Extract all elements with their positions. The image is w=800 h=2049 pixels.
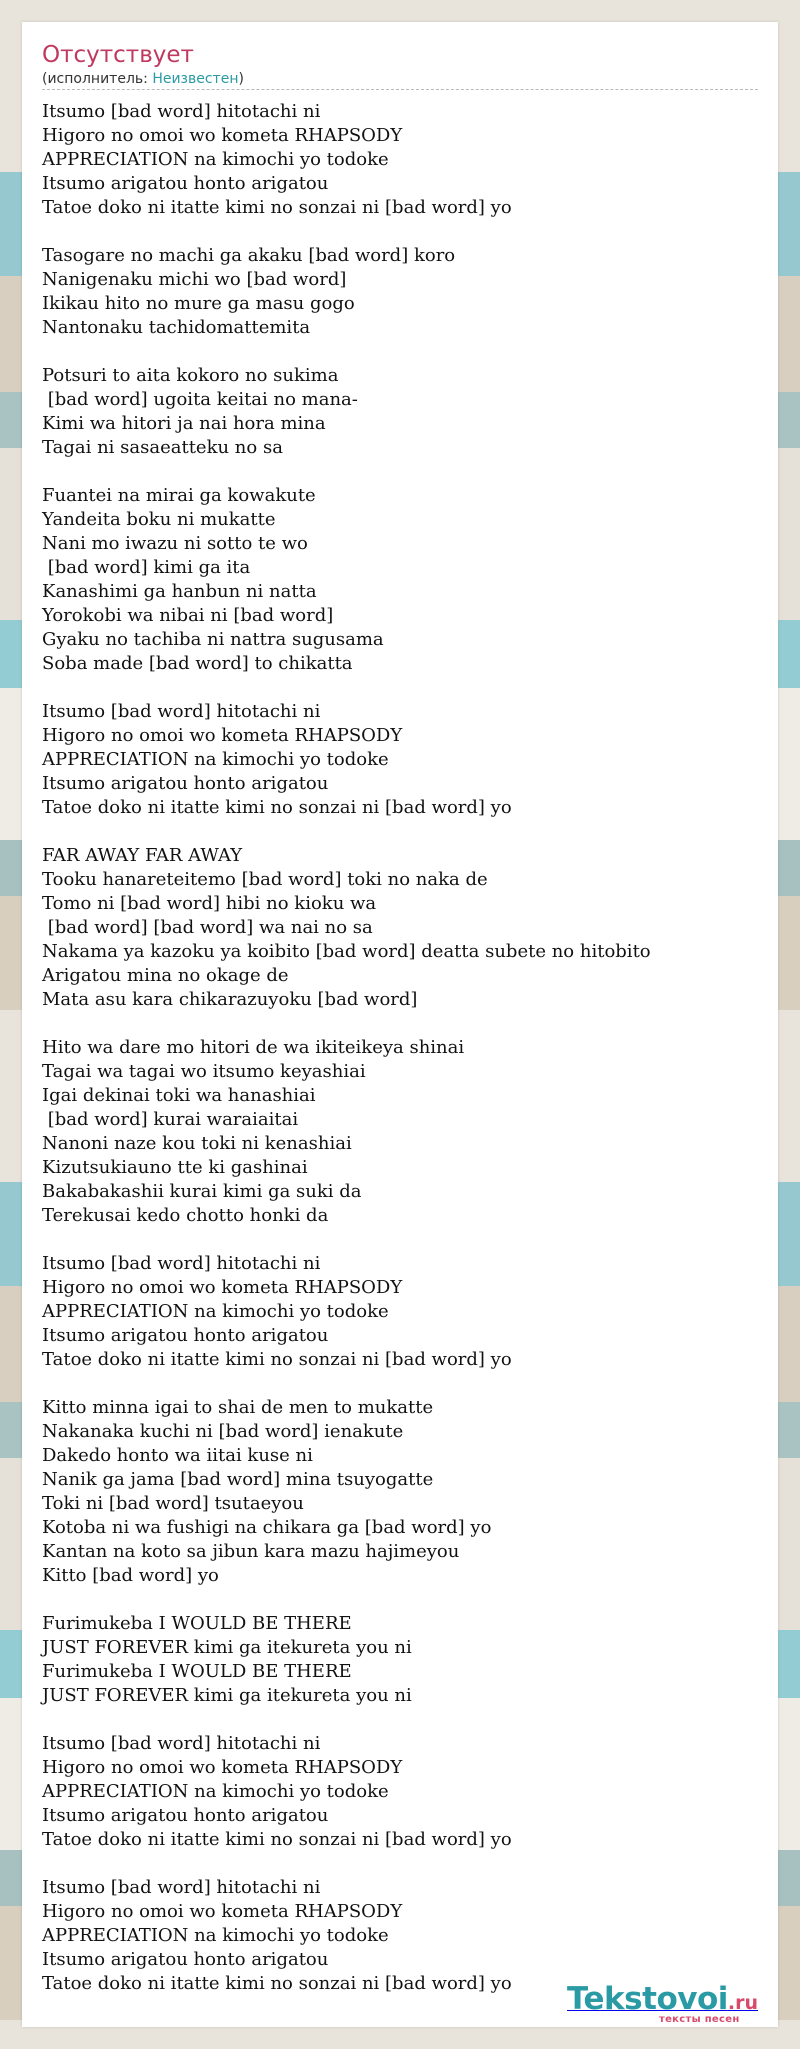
lyrics-line: Tatoe doko ni itatte kimi no sonzai ni [bad word] yo [42,1829,512,1850]
lyrics-stanza [42,1876,651,1996]
lyrics-line: Nanik ga jama [bad word] mina tsuyogatte [42,1469,434,1490]
lyrics-line: Higoro no omoi wo kometa RHAPSODY [42,125,403,146]
logo-tagline: тексты песен [659,2014,740,2025]
lyrics-line: APPRECIATION na kimochi yo todoke [42,1781,389,1802]
lyrics-line: Soba made [bad word] to chikatta [42,653,353,674]
lyrics-stanza [42,484,651,676]
lyrics-line: Tatoe doko ni itatte kimi no sonzai ni [bad word] yo [42,797,512,818]
logo-tld: .ru [727,1992,758,2014]
lyrics-line: Arigatou mina no okage de [42,965,289,986]
lyrics-line: [bad word] kimi ga ita [42,557,251,578]
lyrics-line: Kotoba ni wa fushigi na chikara ga [bad word] yo [42,1517,492,1538]
lyrics-line: JUST FOREVER kimi ga itekureta you ni [42,1637,412,1658]
lyrics-line: APPRECIATION na kimochi yo todoke [42,1301,389,1322]
lyrics-line: Furimukeba I WOULD BE THERE [42,1613,352,1634]
artist-suffix: ) [238,71,244,87]
lyrics-line: Itsumo [bad word] hitotachi ni [42,701,321,722]
lyrics-stanza [42,1252,651,1372]
lyrics-line: Kanashimi ga hanbun ni natta [42,581,317,602]
artist-line [42,70,758,90]
logo-wordmark: Tekstovoi [567,1981,728,2017]
lyrics-line: Yandeita boku ni mukatte [42,509,276,530]
lyrics-line: Itsumo [bad word] hitotachi ni [42,1877,321,1898]
lyrics-line: Nantonaku tachidomattemita [42,317,311,338]
lyrics-line: Kitto minna igai to shai de men to mukatte [42,1397,434,1418]
lyrics-stanza [42,700,651,820]
lyrics-stanza [42,1612,651,1708]
lyrics-stanza [42,100,651,220]
lyrics-line: Toki ni [bad word] tsutaeyou [42,1493,304,1514]
lyrics-line: Dakedo honto wa iitai kuse ni [42,1445,313,1466]
lyrics-line: Nanigenaku michi wo [bad word] [42,269,347,290]
lyrics-line: Furimukeba I WOULD BE THERE [42,1661,352,1682]
lyrics-line: APPRECIATION na kimochi yo todoke [42,749,389,770]
lyrics-line: Tasogare no machi ga akaku [bad word] koro [42,245,456,266]
lyrics-line: Kantan na koto sa jibun kara mazu hajimeyou [42,1541,460,1562]
lyrics-line: Nani mo iwazu ni sotto te wo [42,533,308,554]
lyrics-line: Ikikau hito no mure ga masu gogo [42,293,355,314]
lyrics-line: Itsumo arigatou honto arigatou [42,1325,329,1346]
lyrics-line: Higoro no omoi wo kometa RHAPSODY [42,725,403,746]
artist-link[interactable]: Неизвестен [152,71,239,87]
lyrics-stanza [42,364,651,460]
lyrics-line: APPRECIATION na kimochi yo todoke [42,149,389,170]
lyrics-line: Itsumo arigatou honto arigatou [42,773,329,794]
lyrics-line: Tagai wa tagai wo itsumo keyashiai [42,1061,366,1082]
lyrics-line: Nakama ya kazoku ya koibito [bad word] deatta subete no hitobito [42,941,651,962]
lyrics-line: Higoro no omoi wo kometa RHAPSODY [42,1277,403,1298]
lyrics-line: APPRECIATION na kimochi yo todoke [42,1925,389,1946]
song-header [42,40,758,90]
lyrics-line: Terekusai kedo chotto honki da [42,1205,329,1226]
lyrics-line: Hito wa dare mo hitori de wa ikiteikeya shinai [42,1037,465,1058]
lyrics-line: Itsumo [bad word] hitotachi ni [42,1733,321,1754]
lyrics-line: Itsumo arigatou honto arigatou [42,1805,329,1826]
lyrics-stanza [42,1036,651,1228]
lyrics-line: Tatoe doko ni itatte kimi no sonzai ni [bad word] yo [42,197,512,218]
lyrics-line: Tatoe doko ni itatte kimi no sonzai ni [bad word] yo [42,1349,512,1370]
lyrics-line: Higoro no omoi wo kometa RHAPSODY [42,1901,403,1922]
lyrics-stanza [42,844,651,1012]
lyrics-line: Igai dekinai toki wa hanashiai [42,1085,316,1106]
lyrics-line: Itsumo arigatou honto arigatou [42,173,329,194]
lyrics-line: FAR AWAY FAR AWAY [42,845,243,866]
lyrics-stanza [42,1732,651,1852]
lyrics-line: Nakanaka kuchi ni [bad word] ienakute [42,1421,404,1442]
lyrics-line: [bad word] [bad word] wa nai no sa [42,917,373,938]
lyrics-line: Bakabakashii kurai kimi ga suki da [42,1181,362,1202]
lyrics-stanza [42,1396,651,1588]
lyrics-line: Nanoni naze kou toki ni kenashiai [42,1133,352,1154]
lyrics-body [42,100,651,2020]
lyrics-line: Kimi wa hitori ja nai hora mina [42,413,326,434]
lyrics-line: Itsumo arigatou honto arigatou [42,1949,329,1970]
artist-prefix: (исполнитель: [42,71,153,87]
lyrics-line: Yorokobi wa nibai ni [bad word] [42,605,334,626]
lyrics-line: Potsuri to aita kokoro no sukima [42,365,339,386]
lyrics-line: Kizutsukiauno tte ki gashinai [42,1157,308,1178]
lyrics-line: Kitto [bad word] yo [42,1565,219,1586]
lyrics-line: Itsumo [bad word] hitotachi ni [42,101,321,122]
lyrics-line: [bad word] ugoita keitai no mana- [42,389,358,410]
lyrics-line: Tatoe doko ni itatte kimi no sonzai ni [bad word] yo [42,1973,512,1994]
lyrics-line: Tomo ni [bad word] hibi no kioku wa [42,893,377,914]
lyrics-stanza [42,244,651,340]
page-title: Отсутствует [42,42,194,68]
lyrics-line: Itsumo [bad word] hitotachi ni [42,1253,321,1274]
lyrics-line: [bad word] kurai waraiaitai [42,1109,299,1130]
lyrics-line: Higoro no omoi wo kometa RHAPSODY [42,1757,403,1778]
lyrics-line: Fuantei na mirai ga kowakute [42,485,316,506]
lyrics-line: Gyaku no tachiba ni nattra sugusama [42,629,384,650]
lyrics-line: Tagai ni sasaeatteku no sa [42,437,283,458]
lyrics-line: Mata asu kara chikarazuyoku [bad word] [42,989,418,1010]
lyrics-line: JUST FOREVER kimi ga itekureta you ni [42,1685,412,1706]
lyrics-card [22,22,778,2027]
site-logo[interactable] [567,1982,777,2028]
lyrics-line: Tooku hanareteitemo [bad word] toki no naka de [42,869,488,890]
